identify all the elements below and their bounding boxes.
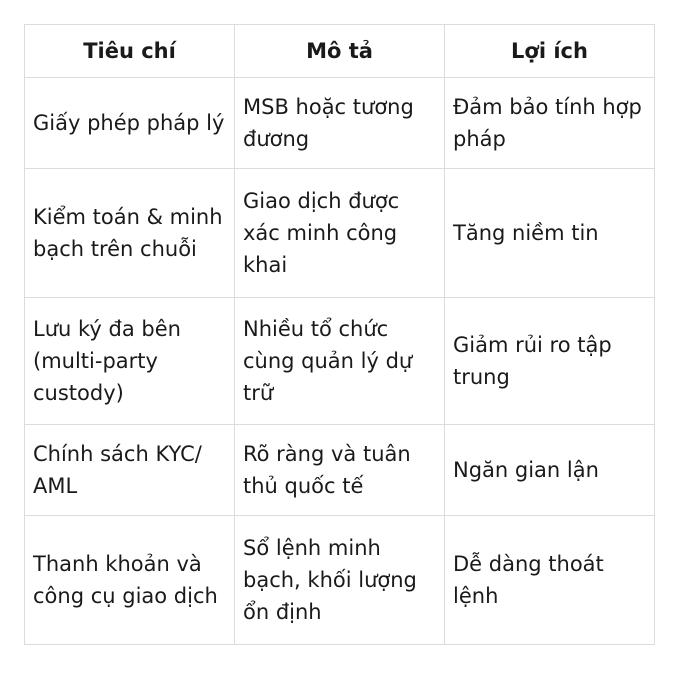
header-criteria: Tiêu chí — [25, 25, 235, 78]
cell-benefit: Dễ dàng thoát lệnh — [445, 516, 655, 645]
table-row — [25, 425, 655, 516]
cell-criteria: Kiểm toán & minh bạch trên chuỗi — [25, 169, 235, 298]
cell-description: Giao dịch được xác minh công khai — [235, 169, 445, 298]
table-row — [25, 516, 655, 645]
header-row — [25, 25, 655, 78]
cell-benefit: Giảm rủi ro tập trung — [445, 298, 655, 425]
cell-description: MSB hoặc tương đương — [235, 78, 445, 169]
table-row — [25, 169, 655, 298]
cell-description: Rõ ràng và tuân thủ quốc tế — [235, 425, 445, 516]
cell-benefit: Ngăn gian lận — [445, 425, 655, 516]
cell-criteria: Lưu ký đa bên (multi-party custody) — [25, 298, 235, 425]
cell-description: Sổ lệnh minh bạch, khối lượng ổn định — [235, 516, 445, 645]
cell-criteria: Thanh khoản và công cụ giao dịch — [25, 516, 235, 645]
cell-description: Nhiều tổ chức cùng quản lý dự trữ — [235, 298, 445, 425]
cell-benefit: Tăng niềm tin — [445, 169, 655, 298]
cell-criteria: Giấy phép pháp lý — [25, 78, 235, 169]
cell-benefit: Đảm bảo tính hợp pháp — [445, 78, 655, 169]
header-benefit: Lợi ích — [445, 25, 655, 78]
table-row — [25, 78, 655, 169]
criteria-table — [24, 24, 655, 645]
table-row — [25, 298, 655, 425]
header-description: Mô tả — [235, 25, 445, 78]
cell-criteria: Chính sách KYC/ AML — [25, 425, 235, 516]
